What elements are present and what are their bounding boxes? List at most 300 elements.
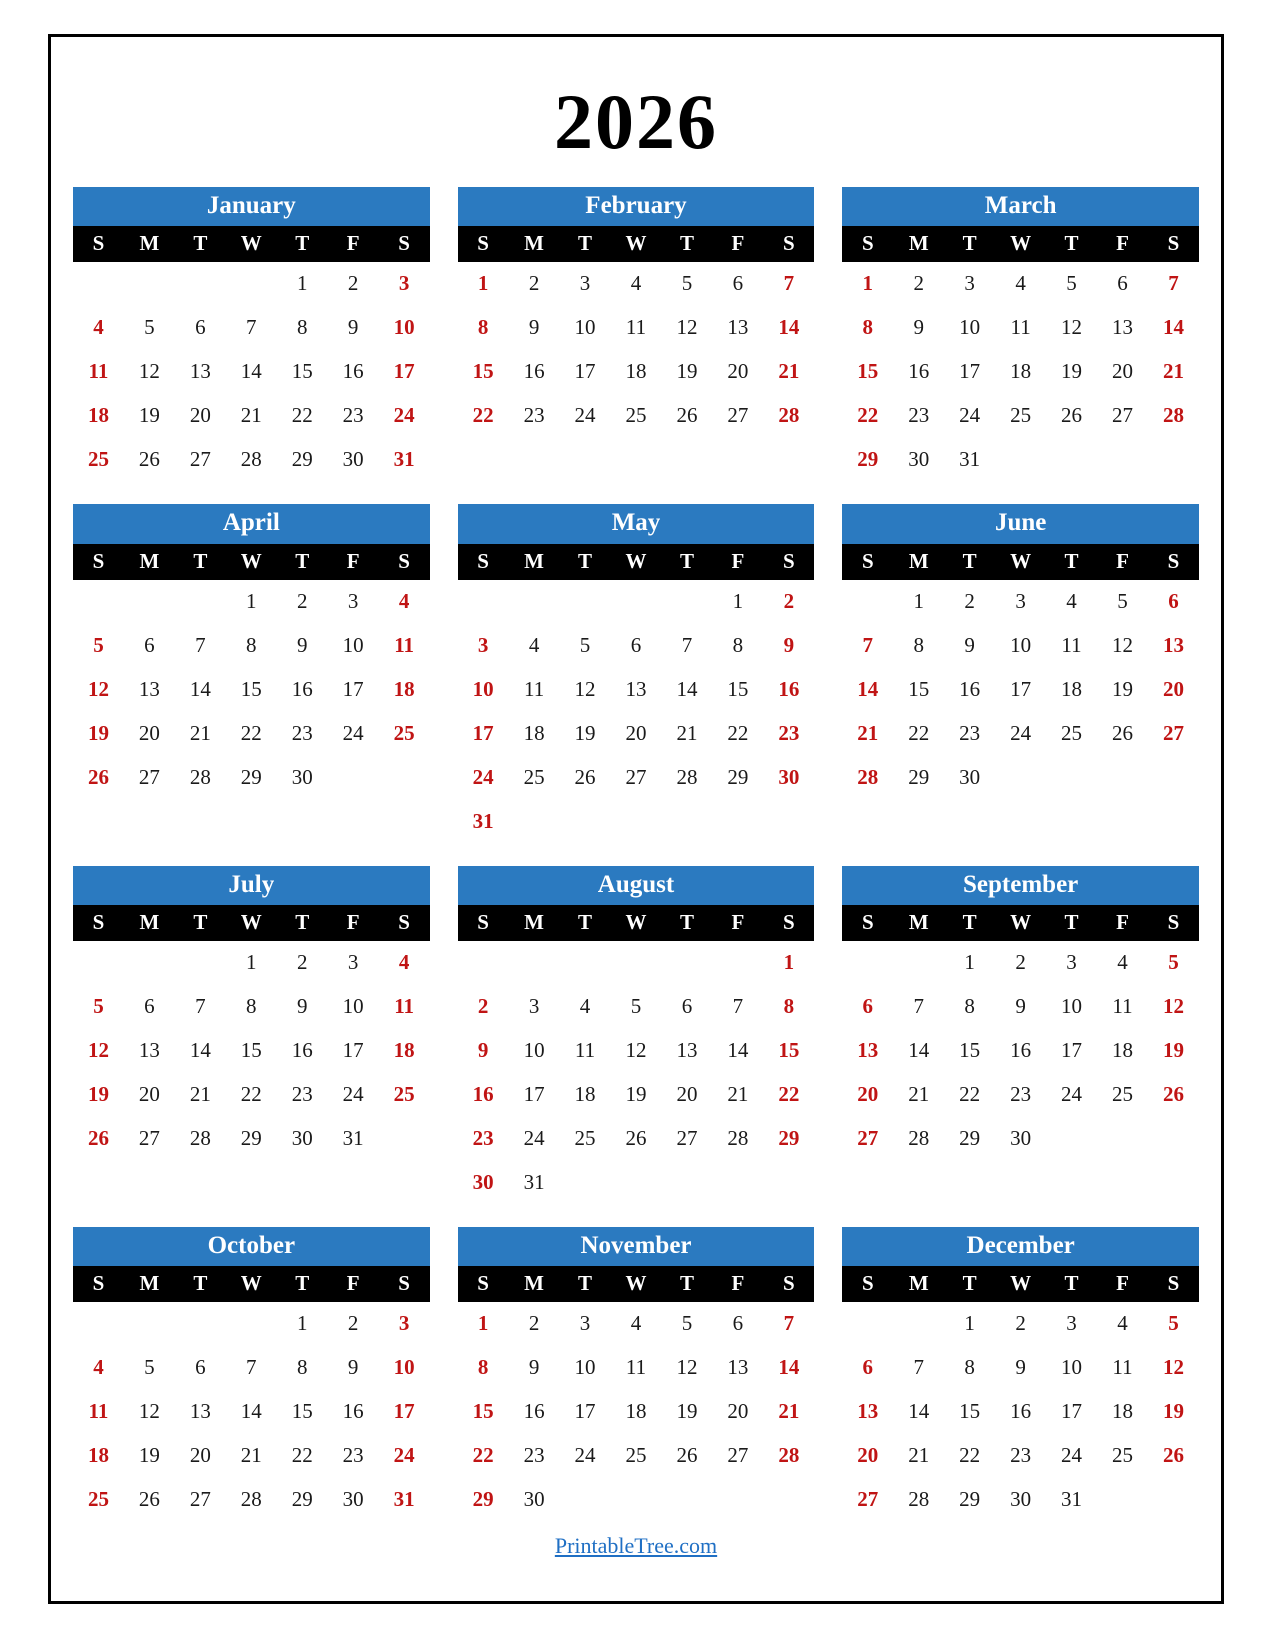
day-cell: 8 bbox=[477, 1355, 489, 1379]
day-cell: 29 bbox=[778, 1125, 800, 1150]
month-table bbox=[73, 226, 430, 482]
weekday-header: T bbox=[661, 905, 712, 941]
weekday-header: W bbox=[995, 1266, 1046, 1302]
day-cell: 25 bbox=[393, 1081, 415, 1106]
day-cell: 21 bbox=[778, 359, 800, 384]
month-name: January bbox=[73, 187, 430, 226]
weekday-header: T bbox=[944, 544, 995, 580]
day-cell: 1 bbox=[477, 1311, 489, 1335]
day-cell: 8 bbox=[477, 315, 489, 340]
month-block bbox=[842, 504, 1199, 843]
week-row bbox=[73, 756, 430, 800]
day-cell: 10 bbox=[959, 315, 981, 340]
day-cell: 22 bbox=[727, 720, 749, 745]
empty-cell bbox=[379, 756, 430, 800]
week-row bbox=[458, 1390, 815, 1434]
day-cell: 14 bbox=[908, 1037, 930, 1062]
week-row bbox=[73, 712, 430, 756]
weekday-header: M bbox=[893, 1266, 944, 1302]
day-cell: 2 bbox=[913, 271, 924, 296]
day-cell: 26 bbox=[625, 1125, 647, 1150]
month-block bbox=[842, 866, 1199, 1205]
day-cell: 2 bbox=[1015, 1311, 1026, 1335]
week-row bbox=[842, 941, 1199, 985]
week-row bbox=[842, 1302, 1199, 1346]
day-cell: 18 bbox=[87, 403, 109, 428]
day-cell: 23 bbox=[908, 403, 930, 428]
weekday-header: M bbox=[124, 905, 175, 941]
day-cell: 30 bbox=[959, 764, 981, 789]
week-row bbox=[842, 1478, 1199, 1522]
day-cell: 29 bbox=[959, 1487, 981, 1511]
empty-cell bbox=[611, 580, 662, 624]
weekday-header: S bbox=[73, 544, 124, 580]
week-row bbox=[73, 1346, 430, 1390]
day-cell: 10 bbox=[1061, 1355, 1083, 1379]
day-cell: 18 bbox=[523, 720, 545, 745]
day-cell: 2 bbox=[347, 271, 359, 296]
day-cell: 11 bbox=[88, 359, 109, 384]
month-table bbox=[458, 1266, 815, 1522]
day-cell: 28 bbox=[857, 764, 879, 789]
day-cell: 30 bbox=[291, 764, 313, 789]
empty-cell bbox=[1097, 1117, 1148, 1161]
week-row bbox=[458, 1073, 815, 1117]
day-cell: 31 bbox=[472, 808, 494, 833]
weekday-header: T bbox=[661, 544, 712, 580]
day-cell: 7 bbox=[681, 632, 693, 657]
day-cell: 16 bbox=[1010, 1037, 1032, 1062]
empty-cell bbox=[611, 1478, 662, 1522]
weekday-header: F bbox=[328, 1266, 379, 1302]
day-cell: 25 bbox=[1010, 403, 1032, 428]
day-cell: 23 bbox=[291, 1081, 313, 1106]
day-cell: 18 bbox=[574, 1081, 596, 1106]
month-name: May bbox=[458, 504, 815, 543]
day-cell: 2 bbox=[528, 1311, 540, 1335]
day-cell: 17 bbox=[574, 1399, 596, 1423]
day-cell: 5 bbox=[681, 1311, 693, 1335]
day-cell: 10 bbox=[472, 676, 494, 701]
day-cell: 27 bbox=[138, 1125, 160, 1150]
week-row bbox=[73, 262, 430, 306]
day-cell: 17 bbox=[342, 676, 364, 701]
day-cell: 22 bbox=[240, 1081, 262, 1106]
day-cell: 12 bbox=[574, 676, 596, 701]
empty-cell bbox=[995, 438, 1046, 482]
day-cell: 6 bbox=[195, 1355, 206, 1379]
day-cell: 9 bbox=[477, 1037, 489, 1062]
weekday-header: S bbox=[1148, 544, 1199, 580]
day-cell: 8 bbox=[246, 993, 257, 1018]
week-row bbox=[458, 1346, 815, 1390]
day-cell: 3 bbox=[347, 588, 359, 613]
week-row bbox=[73, 394, 430, 438]
day-cell: 13 bbox=[1111, 315, 1133, 340]
empty-cell bbox=[611, 800, 662, 844]
week-row bbox=[73, 985, 430, 1029]
weekday-header: F bbox=[328, 226, 379, 262]
day-cell: 24 bbox=[574, 1443, 596, 1467]
month-name: July bbox=[73, 866, 430, 905]
day-cell: 6 bbox=[732, 1311, 744, 1335]
weekday-header: S bbox=[73, 1266, 124, 1302]
day-cell: 31 bbox=[342, 1125, 364, 1150]
day-cell: 6 bbox=[144, 993, 155, 1018]
day-cell: 27 bbox=[189, 1487, 211, 1511]
day-cell: 6 bbox=[732, 271, 744, 296]
day-cell: 19 bbox=[1162, 1037, 1184, 1062]
day-cell: 25 bbox=[87, 1487, 109, 1511]
day-cell: 6 bbox=[630, 632, 642, 657]
day-cell: 26 bbox=[1162, 1443, 1184, 1467]
day-cell: 12 bbox=[676, 1355, 698, 1379]
day-cell: 2 bbox=[477, 993, 489, 1018]
day-cell: 23 bbox=[1010, 1443, 1032, 1467]
day-cell: 8 bbox=[862, 315, 874, 340]
day-cell: 2 bbox=[783, 588, 795, 613]
day-cell: 25 bbox=[1061, 720, 1083, 745]
day-cell: 4 bbox=[1117, 949, 1128, 974]
empty-cell bbox=[175, 1302, 226, 1346]
weekday-header: S bbox=[1148, 226, 1199, 262]
day-cell: 24 bbox=[959, 403, 981, 428]
day-cell: 29 bbox=[472, 1487, 494, 1511]
day-cell: 27 bbox=[625, 764, 647, 789]
day-cell: 16 bbox=[291, 1037, 313, 1062]
day-cell: 1 bbox=[477, 271, 489, 296]
empty-cell bbox=[458, 580, 509, 624]
day-cell: 10 bbox=[523, 1037, 545, 1062]
empty-cell bbox=[560, 1161, 611, 1205]
day-cell: 28 bbox=[189, 1125, 211, 1150]
weekday-header: F bbox=[712, 1266, 763, 1302]
weekday-header-row bbox=[842, 544, 1199, 580]
week-row bbox=[458, 756, 815, 800]
empty-cell bbox=[379, 1117, 430, 1161]
day-cell: 15 bbox=[857, 359, 879, 384]
empty-cell bbox=[842, 580, 893, 624]
day-cell: 29 bbox=[240, 764, 262, 789]
empty-cell bbox=[661, 580, 712, 624]
week-row bbox=[73, 668, 430, 712]
day-cell: 11 bbox=[1112, 1355, 1133, 1379]
page-title: 2026 bbox=[554, 78, 718, 165]
day-cell: 8 bbox=[296, 315, 308, 340]
day-cell: 12 bbox=[138, 359, 160, 384]
weekday-header-row bbox=[842, 226, 1199, 262]
day-cell: 13 bbox=[138, 1037, 160, 1062]
day-cell: 9 bbox=[347, 315, 359, 340]
day-cell: 12 bbox=[1162, 1355, 1184, 1379]
week-row bbox=[73, 1029, 430, 1073]
day-cell: 14 bbox=[778, 1355, 800, 1379]
day-cell: 7 bbox=[913, 993, 924, 1018]
day-cell: 10 bbox=[393, 1355, 415, 1379]
month-table bbox=[73, 544, 430, 800]
day-cell: 20 bbox=[727, 359, 749, 384]
month-table bbox=[458, 544, 815, 844]
day-cell: 6 bbox=[1168, 588, 1179, 613]
day-cell: 10 bbox=[393, 315, 415, 340]
day-cell: 19 bbox=[574, 720, 596, 745]
day-cell: 19 bbox=[676, 359, 698, 384]
day-cell: 15 bbox=[727, 676, 749, 701]
week-row bbox=[458, 1478, 815, 1522]
day-cell: 27 bbox=[727, 1443, 749, 1467]
day-cell: 1 bbox=[296, 1311, 308, 1335]
empty-cell bbox=[328, 756, 379, 800]
day-cell: 15 bbox=[472, 1399, 494, 1423]
day-cell: 15 bbox=[959, 1399, 981, 1423]
day-cell: 14 bbox=[778, 315, 800, 340]
day-cell: 1 bbox=[732, 588, 744, 613]
week-row bbox=[842, 394, 1199, 438]
weekday-header: M bbox=[124, 544, 175, 580]
week-row bbox=[458, 1117, 815, 1161]
empty-cell bbox=[1148, 1117, 1199, 1161]
day-cell: 31 bbox=[1061, 1487, 1083, 1511]
day-cell: 16 bbox=[472, 1081, 494, 1106]
day-cell: 11 bbox=[625, 1355, 647, 1379]
weekday-header: T bbox=[175, 226, 226, 262]
week-row bbox=[458, 306, 815, 350]
footer bbox=[51, 1533, 1221, 1559]
day-cell: 27 bbox=[857, 1125, 879, 1150]
day-cell: 9 bbox=[964, 632, 975, 657]
day-cell: 16 bbox=[342, 1399, 364, 1423]
weekday-header: F bbox=[712, 226, 763, 262]
day-cell: 19 bbox=[87, 1081, 109, 1106]
day-cell: 28 bbox=[1162, 403, 1184, 428]
day-cell: 21 bbox=[727, 1081, 749, 1106]
weekday-header: S bbox=[379, 544, 430, 580]
empty-cell bbox=[226, 1302, 277, 1346]
day-cell: 23 bbox=[1010, 1081, 1032, 1106]
day-cell: 13 bbox=[138, 676, 160, 701]
day-cell: 29 bbox=[291, 1487, 313, 1511]
day-cell: 4 bbox=[1117, 1311, 1128, 1335]
week-row bbox=[458, 580, 815, 624]
day-cell: 16 bbox=[778, 676, 800, 701]
day-cell: 28 bbox=[778, 1443, 800, 1467]
day-cell: 16 bbox=[908, 359, 930, 384]
day-cell: 21 bbox=[189, 1081, 211, 1106]
weekday-header-row bbox=[73, 905, 430, 941]
empty-cell bbox=[842, 941, 893, 985]
day-cell: 30 bbox=[291, 1125, 313, 1150]
weekday-header: M bbox=[893, 226, 944, 262]
day-cell: 27 bbox=[1111, 403, 1133, 428]
day-cell: 20 bbox=[676, 1081, 698, 1106]
printabletree-link[interactable]: PrintableTree.com bbox=[554, 1533, 718, 1558]
day-cell: 4 bbox=[398, 588, 410, 613]
weekday-header: S bbox=[73, 905, 124, 941]
day-cell: 1 bbox=[964, 949, 975, 974]
day-cell: 14 bbox=[727, 1037, 749, 1062]
weekday-header: S bbox=[379, 1266, 430, 1302]
empty-cell bbox=[842, 1302, 893, 1346]
week-row bbox=[842, 985, 1199, 1029]
month-block bbox=[458, 187, 815, 482]
day-cell: 1 bbox=[296, 271, 308, 296]
day-cell: 31 bbox=[523, 1169, 545, 1194]
week-row bbox=[458, 350, 815, 394]
day-cell: 24 bbox=[472, 764, 494, 789]
day-cell: 23 bbox=[778, 720, 800, 745]
day-cell: 18 bbox=[393, 676, 415, 701]
month-table bbox=[458, 905, 815, 1205]
month-block bbox=[458, 504, 815, 843]
week-row bbox=[842, 668, 1199, 712]
week-row bbox=[842, 580, 1199, 624]
weekday-header: S bbox=[763, 1266, 814, 1302]
empty-cell bbox=[175, 262, 226, 306]
day-cell: 4 bbox=[398, 949, 410, 974]
weekday-header-row bbox=[458, 226, 815, 262]
week-row bbox=[73, 1478, 430, 1522]
day-cell: 26 bbox=[138, 1487, 160, 1511]
day-cell: 7 bbox=[732, 993, 744, 1018]
day-cell: 17 bbox=[1010, 676, 1032, 701]
weekday-header: S bbox=[379, 226, 430, 262]
weekday-header: M bbox=[509, 905, 560, 941]
calendar-page bbox=[48, 34, 1224, 1604]
empty-cell bbox=[458, 941, 509, 985]
day-cell: 19 bbox=[625, 1081, 647, 1106]
day-cell: 8 bbox=[964, 993, 975, 1018]
day-cell: 11 bbox=[394, 632, 415, 657]
day-cell: 27 bbox=[138, 764, 160, 789]
day-cell: 2 bbox=[1015, 949, 1026, 974]
weekday-header: F bbox=[1097, 226, 1148, 262]
day-cell: 21 bbox=[908, 1081, 930, 1106]
day-cell: 21 bbox=[676, 720, 698, 745]
day-cell: 21 bbox=[240, 1443, 262, 1467]
month-block bbox=[73, 866, 430, 1205]
weekday-header: T bbox=[661, 226, 712, 262]
empty-cell bbox=[1046, 756, 1097, 800]
day-cell: 22 bbox=[857, 403, 879, 428]
day-cell: 25 bbox=[1111, 1443, 1133, 1467]
day-cell: 16 bbox=[523, 359, 545, 384]
week-row bbox=[458, 712, 815, 756]
week-row bbox=[458, 1029, 815, 1073]
day-cell: 9 bbox=[913, 315, 924, 340]
month-table bbox=[842, 1266, 1199, 1522]
empty-cell bbox=[1097, 756, 1148, 800]
day-cell: 13 bbox=[676, 1037, 698, 1062]
day-cell: 4 bbox=[93, 1355, 104, 1379]
week-row bbox=[73, 941, 430, 985]
day-cell: 3 bbox=[528, 993, 540, 1018]
weekday-header: S bbox=[763, 226, 814, 262]
day-cell: 12 bbox=[138, 1399, 160, 1423]
day-cell: 16 bbox=[1010, 1399, 1032, 1423]
month-name: February bbox=[458, 187, 815, 226]
day-cell: 4 bbox=[1015, 271, 1026, 296]
weekday-header: W bbox=[611, 226, 662, 262]
weekday-header: S bbox=[458, 905, 509, 941]
day-cell: 14 bbox=[189, 1037, 211, 1062]
weekday-header-row bbox=[458, 905, 815, 941]
day-cell: 2 bbox=[347, 1311, 359, 1335]
day-cell: 19 bbox=[676, 1399, 698, 1423]
weekday-header: W bbox=[226, 226, 277, 262]
day-cell: 17 bbox=[1061, 1037, 1083, 1062]
weekday-header: W bbox=[611, 1266, 662, 1302]
week-row bbox=[73, 580, 430, 624]
empty-cell bbox=[1046, 1117, 1097, 1161]
day-cell: 24 bbox=[1010, 720, 1032, 745]
weekday-header: T bbox=[944, 1266, 995, 1302]
empty-cell bbox=[1148, 438, 1199, 482]
day-cell: 22 bbox=[959, 1443, 981, 1467]
day-cell: 5 bbox=[144, 315, 155, 340]
day-cell: 23 bbox=[959, 720, 981, 745]
day-cell: 17 bbox=[959, 359, 981, 384]
day-cell: 11 bbox=[88, 1399, 109, 1423]
day-cell: 28 bbox=[908, 1487, 930, 1511]
day-cell: 8 bbox=[964, 1355, 975, 1379]
empty-cell bbox=[712, 1161, 763, 1205]
day-cell: 16 bbox=[342, 359, 364, 384]
weekday-header: T bbox=[1046, 226, 1097, 262]
day-cell: 1 bbox=[246, 949, 257, 974]
week-row bbox=[458, 394, 815, 438]
day-cell: 18 bbox=[1010, 359, 1032, 384]
day-cell: 24 bbox=[523, 1125, 545, 1150]
day-cell: 4 bbox=[1066, 588, 1077, 613]
month-name: October bbox=[73, 1227, 430, 1266]
empty-cell bbox=[175, 580, 226, 624]
day-cell: 15 bbox=[291, 1399, 313, 1423]
day-cell: 5 bbox=[93, 632, 104, 657]
day-cell: 23 bbox=[342, 403, 364, 428]
day-cell: 3 bbox=[1015, 588, 1026, 613]
day-cell: 30 bbox=[908, 447, 930, 472]
empty-cell bbox=[661, 941, 712, 985]
day-cell: 28 bbox=[908, 1125, 930, 1150]
day-cell: 1 bbox=[246, 588, 257, 613]
weekday-header: T bbox=[944, 905, 995, 941]
day-cell: 22 bbox=[240, 720, 262, 745]
day-cell: 29 bbox=[727, 764, 749, 789]
weekday-header: F bbox=[328, 905, 379, 941]
weekday-header: W bbox=[226, 1266, 277, 1302]
month-table bbox=[73, 1266, 430, 1522]
day-cell: 5 bbox=[144, 1355, 155, 1379]
day-cell: 3 bbox=[1066, 1311, 1077, 1335]
day-cell: 18 bbox=[1061, 676, 1083, 701]
day-cell: 30 bbox=[523, 1487, 545, 1511]
day-cell: 13 bbox=[189, 1399, 211, 1423]
month-name: November bbox=[458, 1227, 815, 1266]
day-cell: 30 bbox=[342, 447, 364, 472]
day-cell: 8 bbox=[913, 632, 924, 657]
empty-cell bbox=[560, 941, 611, 985]
week-row bbox=[842, 712, 1199, 756]
day-cell: 10 bbox=[1010, 632, 1032, 657]
week-row bbox=[458, 1302, 815, 1346]
month-block bbox=[458, 1227, 815, 1522]
month-name: September bbox=[842, 866, 1199, 905]
day-cell: 26 bbox=[1111, 720, 1133, 745]
day-cell: 13 bbox=[857, 1399, 879, 1423]
day-cell: 22 bbox=[291, 403, 313, 428]
weekday-header: M bbox=[509, 226, 560, 262]
day-cell: 14 bbox=[189, 676, 211, 701]
